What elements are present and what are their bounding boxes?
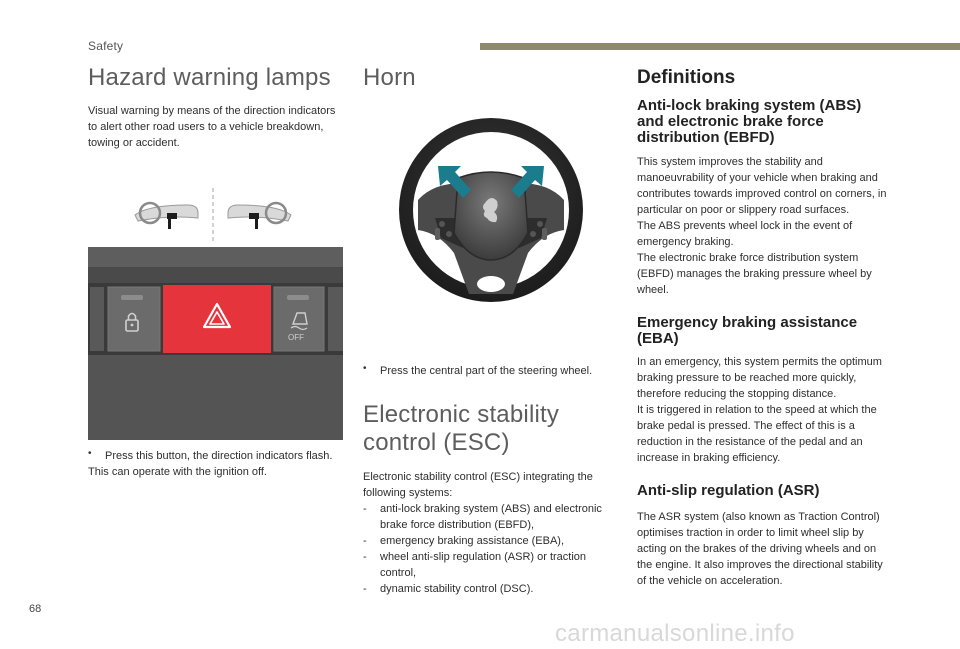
esc-list <box>363 501 618 597</box>
lock-switch <box>108 287 160 351</box>
hazard-instruction <box>88 448 343 464</box>
eba-p1: In an emergency, this system permits the optimum braking pressure to be reached more quickly, therefore reducing the stopping distance. <box>637 356 882 400</box>
list-item: - emergency braking assistance (EBA), <box>363 535 565 547</box>
steering-wheel-left-icon <box>135 203 198 229</box>
steering-wheel-illustration <box>363 108 618 313</box>
definitions-section <box>637 64 892 589</box>
section-label: Safety <box>88 39 124 53</box>
section-bar <box>480 43 960 50</box>
hazard-button <box>163 285 271 353</box>
steering-wheel <box>399 118 583 302</box>
hazard-illustration <box>88 185 343 441</box>
eba-heading: Emergency braking assistance (EBA) <box>637 314 858 347</box>
esc-title: Electronic stability control (ESC) <box>363 401 560 456</box>
esp-off-switch <box>274 287 324 351</box>
bullet-icon: • <box>363 363 367 374</box>
list-item: - dynamic stability control (DSC). <box>363 583 534 595</box>
horn-instruction <box>363 363 618 379</box>
list-item: - wheel anti-slip regulation (ASR) or traction control, <box>363 551 587 579</box>
list-item: - anti-lock braking system (ABS) and electronic brake force distribution (EBFD), <box>363 503 602 531</box>
bullet-icon: • <box>88 448 92 459</box>
horn-section <box>363 64 618 597</box>
off-label: OFF <box>288 333 304 342</box>
hazard-intro: Visual warning by means of the direction indicators to alert other road users to a vehicle breakdown, towing or accident. <box>88 105 336 149</box>
steering-wheel-right-icon <box>228 203 291 229</box>
switch-panel <box>88 247 343 440</box>
horn-instruction-text: Press the central part of the steering wheel. <box>380 365 593 377</box>
eba-p2: It is triggered in relation to the speed at which the brake pedal is pressed. The effect of this is a reduction in the resistance of the pedal and an increase in braking efficiency. <box>637 404 877 464</box>
abs-heading: Anti-lock braking system (ABS) and electronic brake force distribution (EBFD) <box>637 97 862 146</box>
hazard-title: Hazard warning lamps <box>88 64 331 91</box>
hazard-note: This can operate with the ignition off. <box>88 466 267 478</box>
dashboard-diagram <box>135 188 291 243</box>
horn-title: Horn <box>363 64 416 91</box>
hazard-section <box>88 64 343 480</box>
definitions-title: Definitions <box>637 67 736 88</box>
watermark: carmanualsonline.info <box>555 620 795 647</box>
hazard-instruction-text: Press this button, the direction indicators flash. <box>105 450 333 462</box>
page-number: 68 <box>29 603 42 615</box>
abs-p2: The ABS prevents wheel lock in the event of emergency braking. <box>637 220 853 248</box>
esc-intro: Electronic stability control (ESC) integrating the following systems: <box>363 471 593 499</box>
abs-p1: This system improves the stability and manoeuvrability of your vehicle when braking and contributes towards improved control on corners, in particular on poor or slippery road surfaces. <box>637 156 887 216</box>
asr-p1: The ASR system (also known as Traction Control) optimises traction in order to limit wheel slip by acting on the brakes of the driving wheels and on the engine. It also improves the directional stability of the vehicle on acceleration. <box>637 511 883 587</box>
abs-p3: The electronic brake force distribution system (EBFD) manages the braking pressure wheel by wheel. <box>637 252 872 296</box>
asr-heading: Anti-slip regulation (ASR) <box>637 482 820 499</box>
